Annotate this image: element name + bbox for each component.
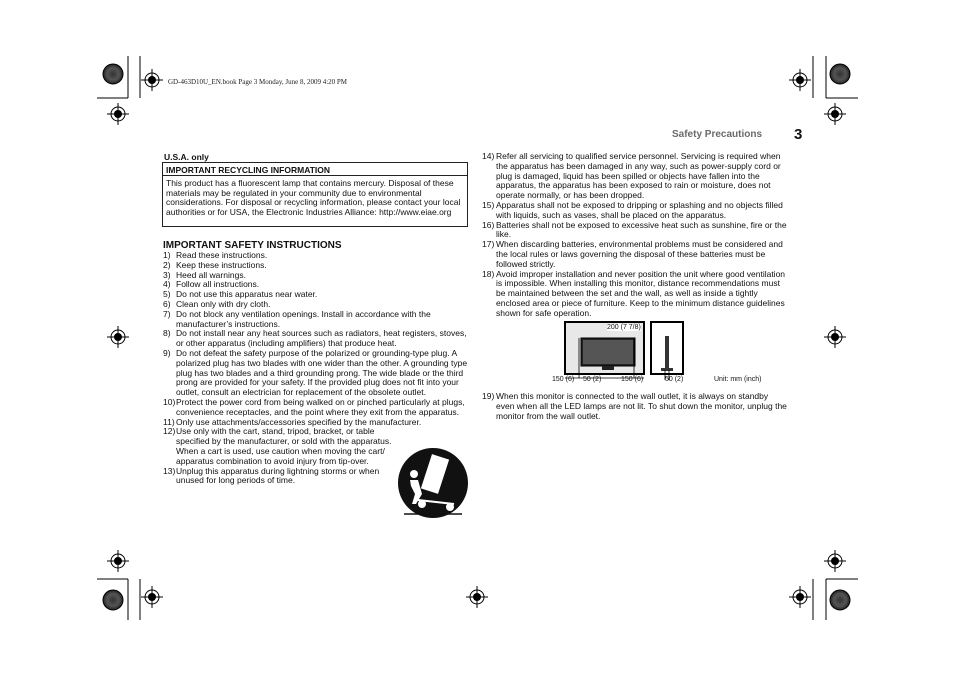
- list-item: 11) Only use attachments/accessories specified by the manufacturer.: [163, 416, 422, 427]
- recycling-box: [162, 162, 468, 227]
- list-item: 14) Refer all servicing to qualified service personnel. Servicing is required when the apparatus has been damaged in any way, such as power-supply cord or plug is damaged, liquid has been spilled or objects have fallen into the apparatus, the apparatus has been exposed to rain or moisture, does not operate normally, or has been dropped.: [482, 151, 781, 201]
- list-item: 12) Use only with the cart, stand, tripod, bracket, or table specified by the manufacturer, or sold with the apparatus. When a cart is used, use caution when moving the cart/ apparatus combination to avoid injury from tip-over.: [163, 426, 392, 466]
- file-info: GD-463D10U_EN.book Page 3 Monday, June 8, 2009 4:20 PM: [168, 78, 348, 86]
- list-item: 15) Apparatus shall not be exposed to dripping or splashing and no objects filled with liquids, such as vases, shall be placed on the apparatus.: [482, 199, 783, 220]
- cart-warning-icon: [396, 446, 470, 520]
- list-item: 5) Do not use this apparatus near water.: [163, 289, 318, 300]
- list-item: 2) Keep these instructions.: [163, 259, 267, 270]
- list-item: 16) Batteries shall not be exposed to excessive heat such as sunshine, fire or the like.: [482, 219, 787, 240]
- section-title: Safety Precautions: [672, 129, 763, 140]
- list-item: 10) Protect the power cord from being walked on or pinched particularly at plugs, convenience receptacles, and the point where they exit from the apparatus.: [163, 396, 465, 417]
- figure-left1-label: 150 (6): [552, 376, 575, 383]
- list-item: 3) Heed all warnings.: [163, 269, 246, 280]
- figure-top-label: 200 (7 7/8): [607, 324, 641, 331]
- figure-unit-label: Unit: mm (inch): [714, 376, 762, 383]
- list-item: 19) When this monitor is connected to the wall outlet, it is always on standby even when all the LED lamps are not lit. To shut down the monitor, unplug the monitor from the wall outlet.: [482, 391, 787, 421]
- list-item: 4) Follow all instructions.: [163, 279, 260, 290]
- list-item: 8) Do not install near any heat sources such as radiators, heat registers, stoves, or other apparatus (including amplifiers) that produce heat.: [163, 328, 467, 349]
- list-item: 6) Clean only with dry cloth.: [163, 298, 271, 309]
- figure-mid-label: 150 (6): [621, 376, 644, 383]
- recycling-body: This product has a fluorescent lamp that contains mercury. Disposal of these materials may be regulated in your community due to environmental considerations. For disposal or recycling information, please contact your local authorities or for USA, the Electronic Industries Alliance: http://www.eiae.org: [166, 178, 461, 217]
- recycling-title: IMPORTANT RECYCLING INFORMATION: [163, 163, 467, 176]
- list-item: 7) Do not block any ventilation openings. Install in accordance with the manufacturer’s instructions.: [163, 308, 431, 329]
- list-item: 1) Read these instructions.: [163, 250, 268, 260]
- list-item: 17) When discarding batteries, environmental problems must be considered and the local rules or laws governing the disposal of these batteries must be followed strictly.: [482, 239, 783, 269]
- safety-title: IMPORTANT SAFETY INSTRUCTIONS: [163, 240, 342, 251]
- figure-left2-label: 50 (2): [583, 376, 602, 383]
- list-item: 13) Unplug this apparatus during lightning storms or when unused for long periods of time.: [163, 465, 380, 486]
- ventilation-figure: [550, 318, 790, 388]
- list-item: 18) Avoid improper installation and never position the unit where good ventilation is impossible. When installing this monitor, distance recommendations must be maintained between the set and the wall, as well as inside a tightly enclosed area or piece of furniture. Keep to the minimum distance guidelines shown for safe operation.: [482, 268, 786, 318]
- safety-list-19: [482, 392, 788, 421]
- usa-only-label: U.S.A. only: [164, 152, 209, 162]
- safety-list-right: [482, 152, 788, 319]
- figure-right-label: 50 (2): [665, 376, 684, 383]
- list-item: 9) Do not defeat the safety purpose of the polarized or grounding-type plug. A polarized plug has two blades with one wider than the other. A grounding type plug has two blades and a third grounding prong. The wide blade or the third prong are provided for your safety. If the provided plug does not fit into your outlet, consult an electrician for replacement of the obsolete outlet.: [163, 347, 468, 398]
- page-number: 3: [794, 126, 803, 143]
